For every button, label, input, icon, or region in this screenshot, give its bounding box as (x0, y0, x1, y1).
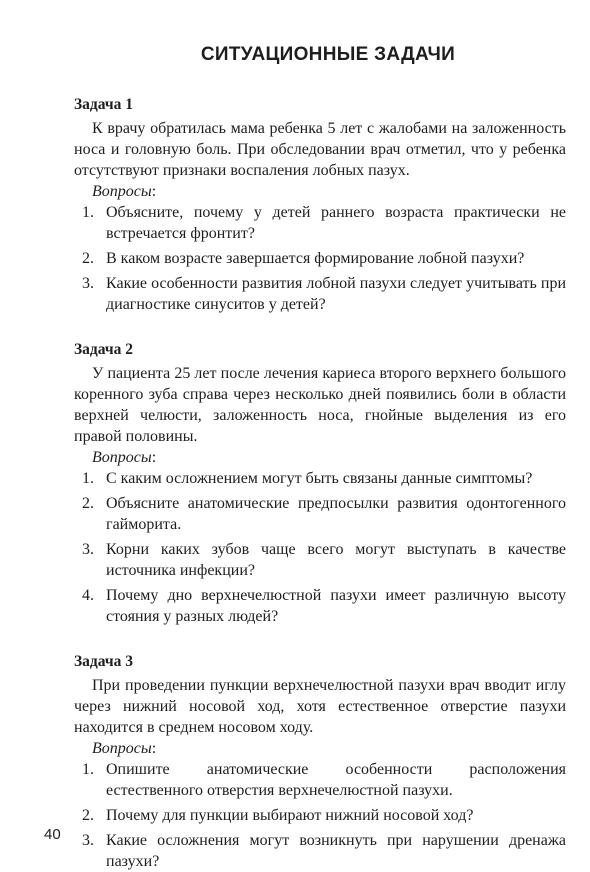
task-text: У пациента 25 лет после лечения кариеса второго верхнего большого коренного зуба справа через несколько дней появились боли в области верхней челюсти, заложенность носа, гнойные выделения из его правой половины. (74, 365, 566, 445)
question-text: Корни каких зубов чаще всего могут выступать в качестве источника инфекции? (106, 541, 566, 579)
questions-label (74, 738, 566, 759)
question-text: Какие особенности развития лобной пазухи следует учитывать при диагностике синуситов у детей? (106, 275, 566, 313)
question-number: 2. (82, 495, 94, 512)
question-item (82, 539, 566, 581)
question-list (74, 759, 566, 872)
question-number: 3. (82, 275, 94, 292)
question-item (82, 493, 566, 535)
question-number: 2. (82, 807, 94, 824)
questions-label-text: Вопросы (92, 449, 152, 466)
question-number: 2. (82, 250, 94, 267)
question-number: 1. (82, 204, 94, 221)
question-list (74, 468, 566, 627)
task-heading: Задача 3 (74, 653, 134, 670)
questions-label (74, 181, 566, 202)
page-title: СИТУАЦИОННЫЕ ЗАДАЧИ (200, 44, 456, 65)
question-number: 3. (82, 541, 94, 558)
question-item (82, 830, 566, 872)
question-text: Какие осложнения могут возникнуть при нарушении дренажа пазухи? (106, 832, 566, 870)
question-item (82, 248, 566, 269)
task-heading: Задача 2 (74, 341, 134, 358)
question-item (82, 585, 566, 627)
question-text: Объясните, почему у детей раннего возраста практически не встречается фронтит? (106, 204, 566, 242)
question-text: Почему дно верхнечелюстной пазухи имеет различную высоту стояния у разных людей? (106, 587, 566, 625)
questions-label-text: Вопросы (92, 183, 152, 200)
questions-label-colon: : (151, 740, 157, 757)
page-number: 40 (44, 826, 61, 843)
question-item (82, 805, 566, 826)
question-text: С каким осложнением могут быть связаны данные симптомы? (106, 470, 533, 487)
questions-label (74, 447, 566, 468)
question-item (82, 468, 566, 489)
question-item (82, 759, 566, 801)
task-text: К врачу обратилась мама ребенка 5 лет с жалобами на заложенность носа и головную боль. При обследовании врач отметил, что у ребенка отсутствуют признаки воспаления лобных пазух. (74, 120, 566, 179)
question-number: 3. (82, 832, 94, 849)
questions-label-text: Вопросы (92, 740, 152, 757)
question-text: Почему для пункции выбирают нижний носовой ход? (106, 807, 474, 824)
questions-label-colon: : (151, 449, 157, 466)
question-item (82, 273, 566, 315)
task-text: При проведении пункции верхнечелюстной пазухи врач вводит иглу через нижний носовой ход, хотя естественное отверстие пазухи находится в среднем носовом ходу. (74, 677, 566, 736)
task-1 (74, 96, 566, 315)
question-item (82, 202, 566, 244)
task-3 (74, 653, 566, 872)
task-2 (74, 341, 566, 627)
task-heading: Задача 1 (74, 96, 134, 113)
question-list (74, 202, 566, 315)
question-number: 1. (82, 761, 94, 778)
questions-label-colon: : (151, 183, 157, 200)
question-number: 1. (82, 470, 94, 487)
question-text: Опишите анатомические особенности расположения естественного отверстия верхнечелюстной пазухи. (106, 761, 566, 799)
question-number: 4. (82, 587, 94, 604)
question-text: Объясните анатомические предпосылки развития одонтогенного гайморита. (106, 495, 566, 533)
question-text: В каком возрасте завершается формирование лобной пазухи? (106, 250, 525, 267)
